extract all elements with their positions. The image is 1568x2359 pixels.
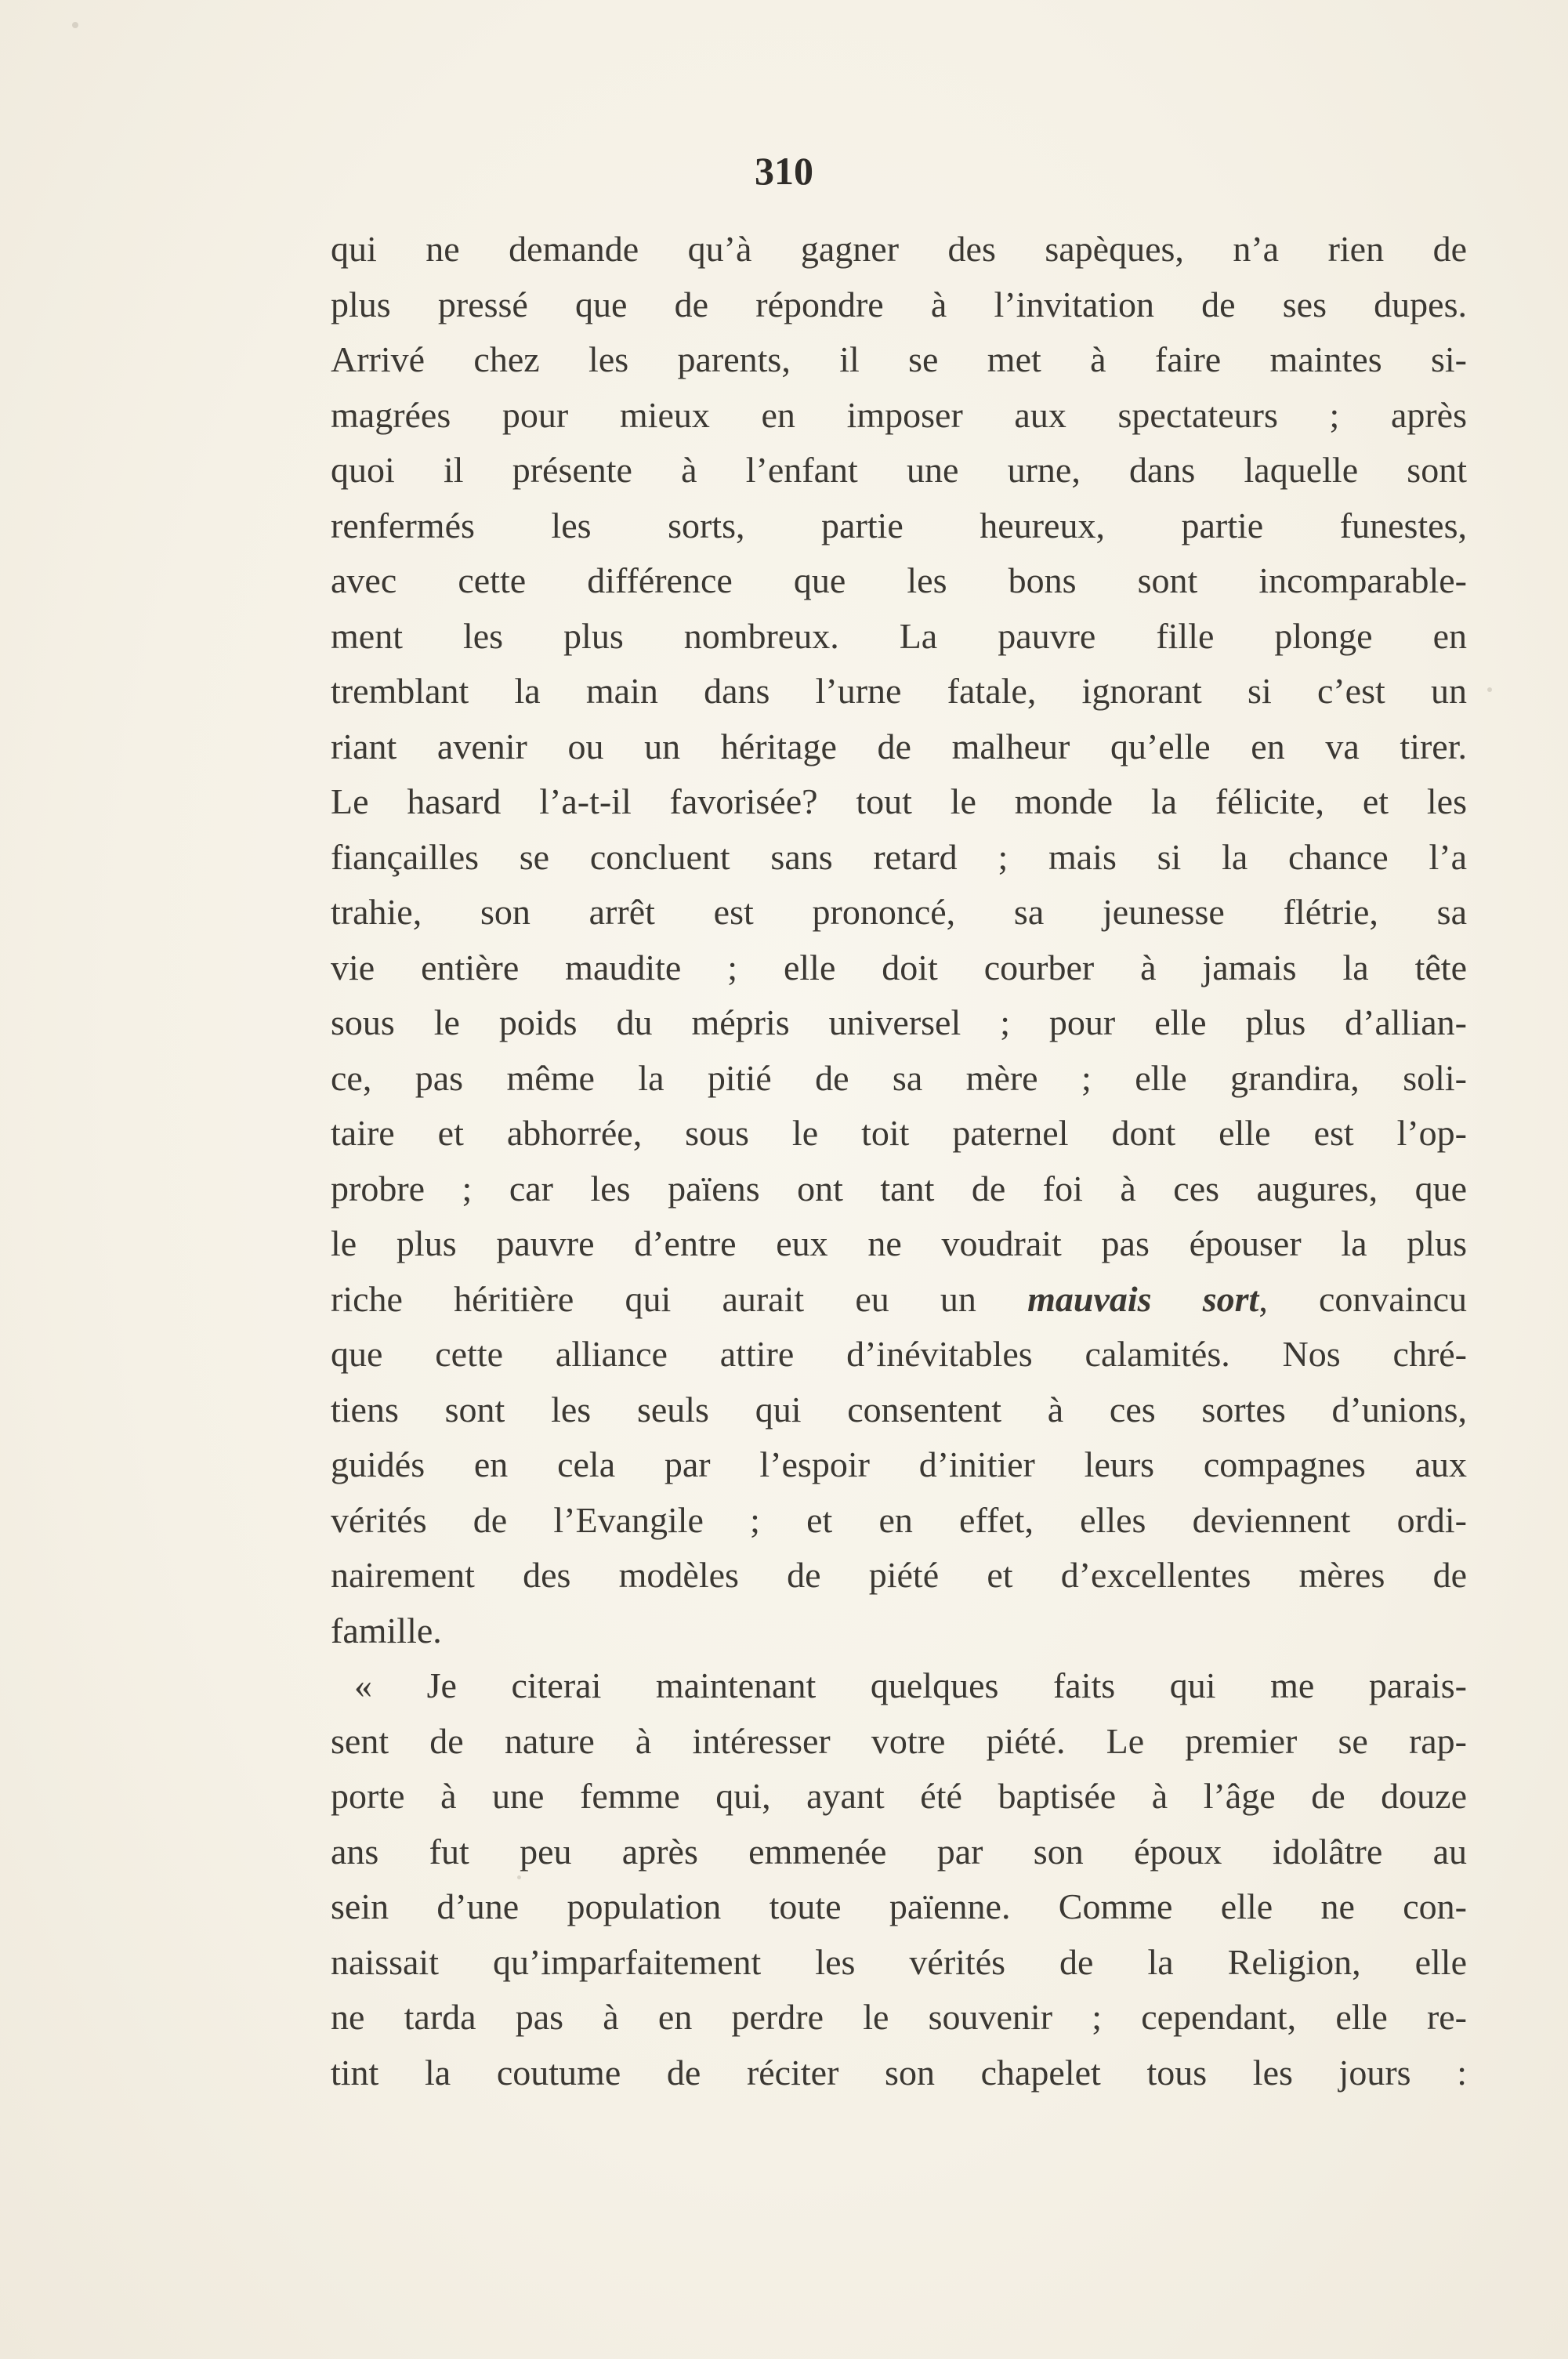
text-line: fiançailles se concluent sans retard ; mais si la chance l’a bbox=[331, 836, 1467, 877]
text-line: probre ; car les païens ont tant de foi à ces augures, que bbox=[331, 1168, 1467, 1208]
text-line: sent de nature à intéresser votre piété. Le premier se rap- bbox=[331, 1720, 1467, 1761]
text-line: nairement des modèles de piété et d’excellentes mères de bbox=[331, 1555, 1467, 1595]
paper-speck bbox=[72, 22, 78, 28]
text-line: ans fut peu après emmenée par son époux idolâtre au bbox=[331, 1831, 1467, 1872]
text-line: taire et abhorrée, sous le toit paternel dont elle est l’op- bbox=[331, 1113, 1467, 1153]
text-run: , convaincu bbox=[1258, 1278, 1468, 1319]
text-line: ne tarda pas à en perdre le souvenir ; cependant, elle re- bbox=[331, 1997, 1467, 2037]
text-line: ce, pas même la pitié de sa mère ; elle grandira, soli- bbox=[331, 1057, 1467, 1098]
text-run: riche héritière qui aurait eu un bbox=[331, 1278, 1028, 1319]
text-line: sous le poids du mépris universel ; pour elle plus d’allian- bbox=[331, 1002, 1467, 1042]
text-line: naissait qu’imparfaitement les vérités de la Religion, elle bbox=[331, 1941, 1467, 1982]
text-line: guidés en cela par l’espoir d’initier leurs compagnes aux bbox=[331, 1444, 1467, 1484]
paragraph-start-line: « Je citerai maintenant quelques faits qui me parais- bbox=[354, 1665, 1467, 1705]
paper-speck bbox=[1487, 687, 1492, 692]
text-line: le plus pauvre d’entre eux ne voudrait pas épouser la plus bbox=[331, 1223, 1467, 1263]
text-line: sein d’une population toute païenne. Comme elle ne con- bbox=[331, 1886, 1467, 1926]
text-line: que cette alliance attire d’inévitables calamités. Nos chré- bbox=[331, 1334, 1467, 1374]
italic-phrase: mauvais sort bbox=[1027, 1278, 1259, 1319]
text-line: trahie, son arrêt est prononcé, sa jeunesse flétrie, sa bbox=[331, 892, 1467, 932]
paragraph-end-line: famille. bbox=[331, 1610, 442, 1651]
text-line: avec cette différence que les bons sont incomparable- bbox=[331, 560, 1467, 600]
text-line: vie entière maudite ; elle doit courber à jamais la tête bbox=[331, 947, 1467, 987]
text-line: renfermés les sorts, partie heureux, partie funestes, bbox=[331, 505, 1467, 545]
page-number: 310 bbox=[755, 149, 813, 193]
text-line: qui ne demande qu’à gagner des sapèques, n’a rien de bbox=[331, 229, 1467, 269]
text-line: tint la coutume de réciter son chapelet tous les jours : bbox=[331, 2052, 1467, 2093]
text-line-with-italic bbox=[331, 1272, 1467, 1328]
text-line: porte à une femme qui, ayant été baptisée à l’âge de douze bbox=[331, 1776, 1467, 1816]
text-line: tiens sont les seuls qui consentent à ces sortes d’unions, bbox=[331, 1389, 1467, 1430]
text-line: vérités de l’Evangile ; et en effet, elles deviennent ordi- bbox=[331, 1499, 1467, 1540]
text-line: riant avenir ou un héritage de malheur qu’elle en va tirer. bbox=[331, 726, 1467, 766]
text-line: ment les plus nombreux. La pauvre fille plonge en bbox=[331, 615, 1467, 656]
text-line: plus pressé que de répondre à l’invitation de ses dupes. bbox=[331, 284, 1467, 324]
text-line: quoi il présente à l’enfant une urne, dans laquelle sont bbox=[331, 450, 1467, 490]
text-line: magrées pour mieux en imposer aux spectateurs ; après bbox=[331, 394, 1467, 435]
body-text bbox=[331, 222, 1467, 2100]
text-line: Arrivé chez les parents, il se met à faire maintes si- bbox=[331, 339, 1467, 379]
text-line: tremblant la main dans l’urne fatale, ignorant si c’est un bbox=[331, 671, 1467, 711]
text-line: Le hasard l’a-t-il favorisée? tout le monde la félicite, et les bbox=[331, 781, 1467, 821]
